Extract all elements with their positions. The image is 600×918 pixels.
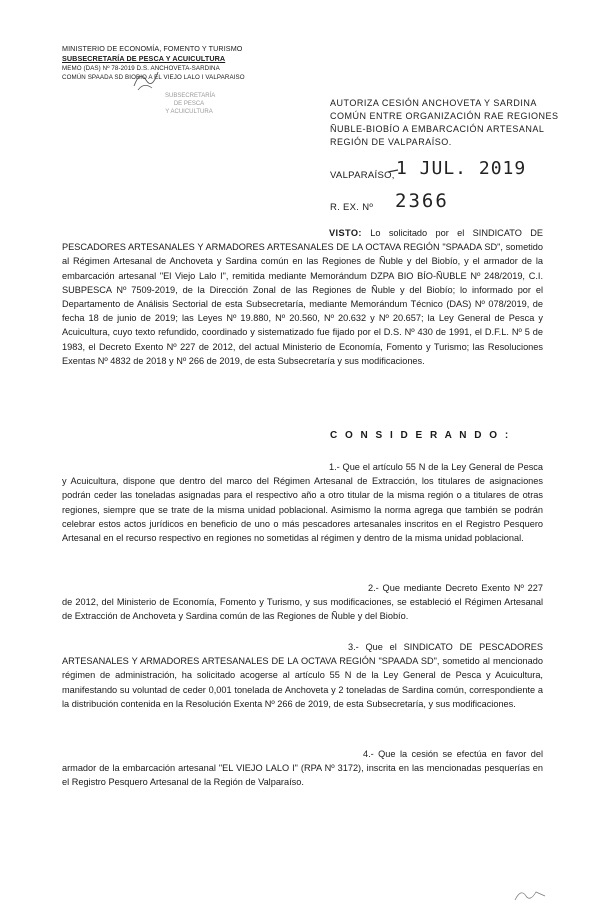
office-stamp: SUBSECRETARÍA DE PESCA Y ACUICULTURA xyxy=(165,93,216,115)
visto-paragraph xyxy=(62,226,543,368)
memo-reference-1: MEMO (DAS) Nº 78-2019 D.S. ANCHOVETA-SARDINA xyxy=(62,65,220,72)
ministry-name: MINISTERIO DE ECONOMÍA, FOMENTO Y TURISMO xyxy=(62,44,243,53)
considerando-heading: C O N S I D E R A N D O : xyxy=(330,430,511,441)
bottom-initials-mark xyxy=(512,884,548,906)
considerando-3: 3.- Que el SINDICATO DE PESCADORES ARTESANALES Y ARMADORES ARTESANALES DE LA OCTAVA REGIÓN "SPAADA SD", sometido al mencionado régimen de administración, ha solicitado acogerse al artículo 55 N de la Ley General de Pesca y Acuicultura, manifestando su voluntad de ceder 0,001 tonelada de Anchoveta y 2 toneladas de Sardina común, correspondiente a la distribución contenida en la Resolución Exenta Nº 266 de 2019, de esta Subsecretaría, y sus modificaciones. xyxy=(62,642,543,709)
resolution-subject: AUTORIZA CESIÓN ANCHOVETA Y SARDINA COMÚN ENTRE ORGANIZACIÓN RAE REGIONES ÑUBLE-BIOBÍO A EMBARCACIÓN ARTESANAL REGIÓN DE VALPARAÍSO. xyxy=(330,98,559,147)
considerando-4: 4.- Que la cesión se efectúa en favor del armador de la embarcación artesanal "EL VIEJO LALO I" (RPA Nº 3172), inscrita en las mencionadas pesquerías en el Registro Pesquero Artesanal de la Región de Valparaíso. xyxy=(62,749,543,788)
memo-reference-2: COMÚN SPAADA SD BIOBIO A EL VIEJO LALO I VALPARAISO xyxy=(62,74,245,81)
handwritten-date: 1 JUL. 2019 xyxy=(396,158,527,179)
resolution-number: 2366 xyxy=(395,190,449,212)
considerando-1: 1.- Que el artículo 55 N de la Ley General de Pesca y Acuicultura, dispone que dentro del marco del Régimen Artesanal de Extracción, los titulares de asignaciones podrán ceder las toneladas asignadas para el respectivo año a otro titular de la misma región o a titulares de otras regiones, siempre que se trate de la misma unidad poblacional. Asimismo la norma agrega que también se podrán celebrar estos actos jurídicos en beneficio de uno o más pescadores artesanales inscritos en el Registro Pesquero Artesanal en el recurso respectivo en regiones no sometidas al régimen y dentro de la misma unidad poblacional. xyxy=(62,462,543,544)
place-label: VALPARAÍSO, xyxy=(330,170,395,181)
visto-text: Lo solicitado por el SINDICATO DE PESCADORES ARTESANALES Y ARMADORES ARTESANALES DE LA OCTAVA REGIÓN "SPAADA SD", sometido al Régimen Artesanal de Anchoveta y Sardina común en las Regiones de Ñuble y del Biobío, y el armador de la embarcación artesanal "El Viejo Lalo I", remitida mediante Memorándum DZPA BIO BÍO-ÑUBLE Nº 248/2019, C.I. SUBPESCA Nº 7509-2019, de la Dirección Zonal de las Regiones de Ñuble y del Biobío; lo informado por el Departamento de Análisis Sectorial de esta Subsecretaría, mediante Memorándum Técnico (DAS) Nº 078/2019, de fecha 18 de junio de 2019; las Leyes Nº 19.880, Nº 20.560, Nº 20.632 y Nº 20.657; la Ley General de Pesca y Acuicultura, cuyo texto refundido, coordinado y sistematizado fue fijado por el D.S. Nº 430 de 1991, el D.F.L. Nº 5 de 1983, el Decreto Exento Nº 227 de 2012, del actual Ministerio de Economía, Fomento y Turismo; las Resoluciones Exentas Nº 4832 de 2018 y Nº 266 de 2019, de esta Subsecretaría y sus modificaciones. xyxy=(62,228,543,366)
initials-mark xyxy=(130,66,162,94)
considerando-2: 2.- Que mediante Decreto Exento Nº 227 de 2012, del Ministerio de Economía, Fomento y Turismo, y sus modificaciones, se estableció el Régimen Artesanal de Extracción de Anchoveta y Sardina común de las Regiones de Ñuble y del Biobío. xyxy=(62,583,543,622)
rex-label: R. EX. Nº xyxy=(330,202,374,213)
subsecretaria-name: SUBSECRETARÍA DE PESCA Y ACUICULTURA xyxy=(62,54,226,63)
dash-mark xyxy=(386,166,400,176)
visto-label: VISTO: xyxy=(329,228,362,238)
